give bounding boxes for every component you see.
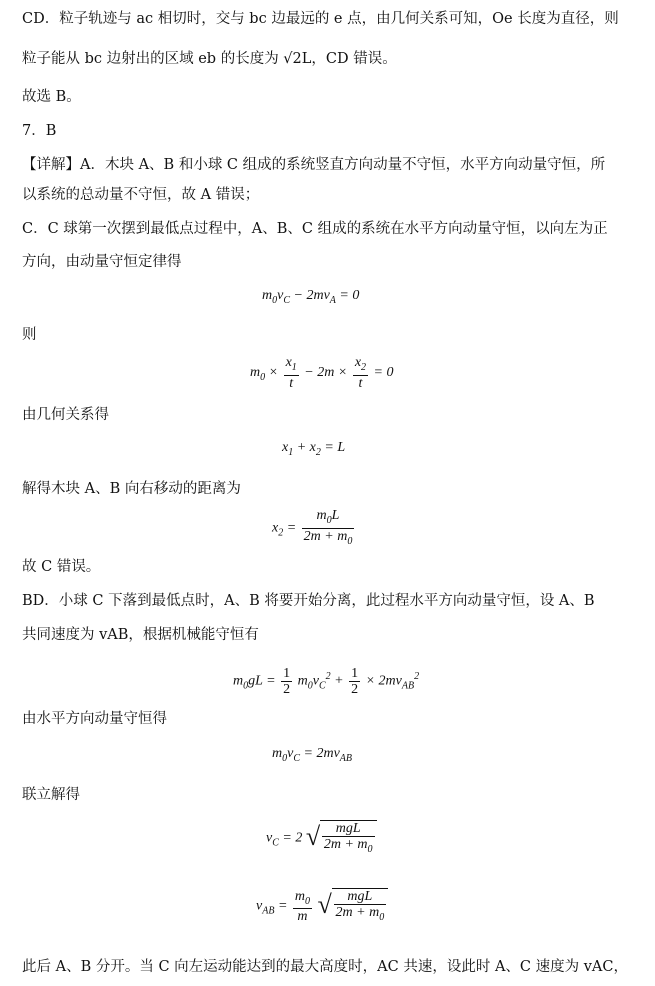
equation-1: $m_0v_C - 2mv_A = 0$ bbox=[262, 288, 360, 306]
text-line-15: 由水平方向动量守恒得 bbox=[22, 711, 167, 727]
text-line-5: 【详解】A．木块 A、B 和小球 C 组成的系统竖直方向动量不守恒，水平方向动量守恒，所 bbox=[22, 157, 606, 173]
text-line-9: 则 bbox=[22, 327, 37, 343]
equation-7: $v_C = 2$ √ $\frac{\text{mgL}}{2m + m_0}$ bbox=[266, 820, 377, 857]
text-line-12: 故 C 错误。 bbox=[22, 559, 101, 575]
text-line-14: 共同速度为 vAB，根据机械能守恒有 bbox=[22, 627, 259, 643]
equation-3: $x_1 + x_2 = L$ bbox=[282, 440, 346, 458]
text-line-17: 此后 A、B 分开。当 C 向左运动能达到的最大高度时，AC 共速，设此时 A、C 速度为 vAC， bbox=[22, 959, 628, 975]
text-line-1: CD．粒子轨迹与 ac 相切时，交与 bc 边最远的 e 点，由几何关系可知，Oe 长度为直径，则 bbox=[22, 11, 619, 27]
text-line-16: 联立解得 bbox=[22, 787, 80, 803]
text-line-2: 粒子能从 bc 边射出的区域 eb 的长度为 √2L，CD 错误。 bbox=[22, 51, 397, 67]
text-line-7: C．C 球第一次摆到最低点过程中，A、B、C 组成的系统在水平方向动量守恒，以向左为正 bbox=[22, 221, 608, 237]
text-line-10: 由几何关系得 bbox=[22, 407, 109, 423]
text-line-13: BD．小球 C 下落到最低点时，A、B 将要开始分离，此过程水平方向动量守恒，设 A、B bbox=[22, 593, 595, 609]
text-line-11: 解得木块 A、B 向右移动的距离为 bbox=[22, 481, 241, 497]
text-line-3: 故选 B。 bbox=[22, 89, 81, 105]
text-line-4: 7．B bbox=[22, 123, 57, 139]
equation-5: $m_0gL$ = $\frac{1}{2}$ $m_0v_C^2$ + $\frac{1}{2}$ × $2mv_{AB}^2$ bbox=[233, 666, 420, 697]
equation-2: $m_0$ × $\frac{x_1}{t}$ − 2m × $\frac{x_2}{t}$ = 0 bbox=[250, 355, 394, 391]
equation-8: $v_{AB}$ = $\frac{m_0}{m}$ √ $\frac{\text{mgL}}{2m + m_0}$ bbox=[256, 888, 388, 925]
text-line-8: 方向，由动量守恒定律得 bbox=[22, 254, 182, 270]
equation-6: $m_0v_C = 2mv_{AB}$ bbox=[272, 746, 353, 764]
equation-4: $x_2$ = $\frac{m_0L}{2m + m_0}$ bbox=[272, 508, 353, 547]
text-line-6: 以系统的总动量不守恒，故 A 错误； bbox=[22, 187, 260, 203]
